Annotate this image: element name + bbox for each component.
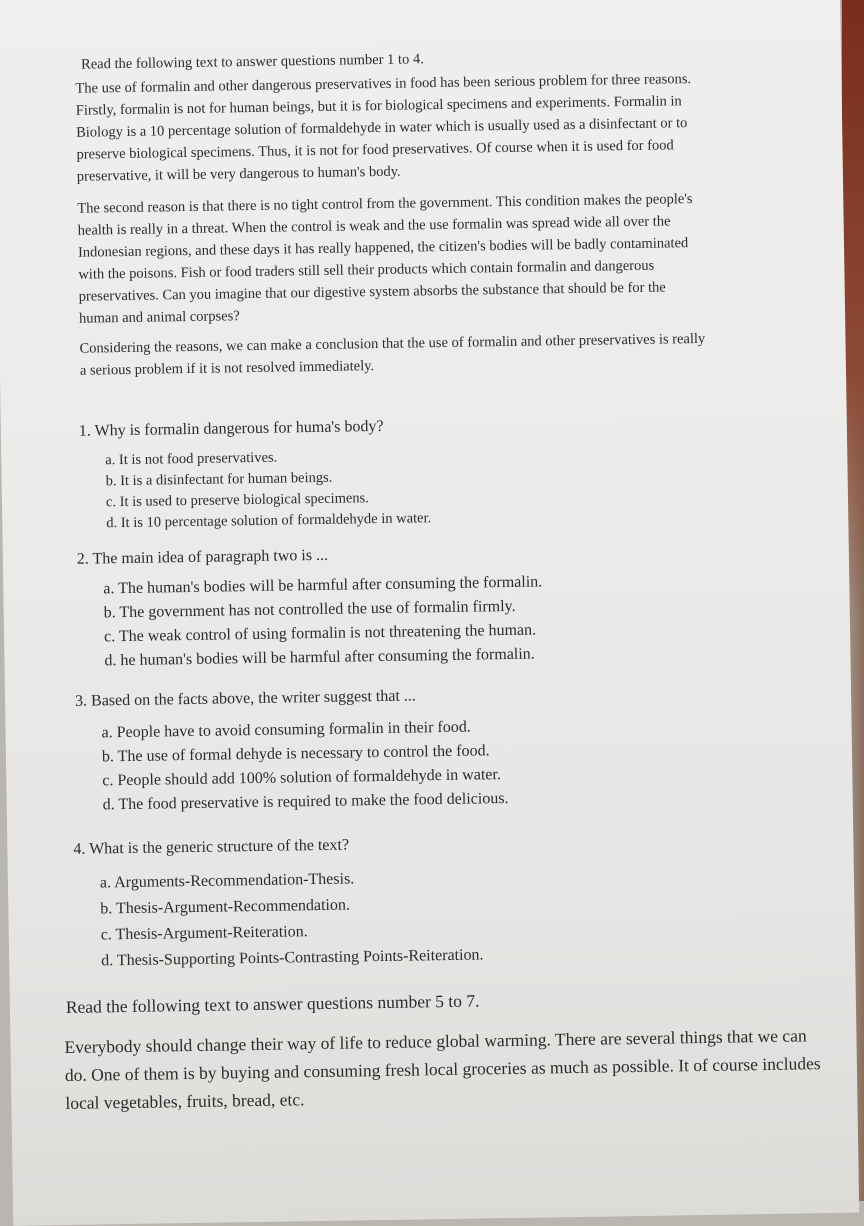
paragraph-line: preservatives. Can you imagine that our digestive system absorbs the substance that should be for the <box>78 279 666 305</box>
intro-instruction-1: Read the following text to answer questions number 1 to 4. <box>80 51 424 73</box>
paragraph-line: preserve biological specimens. Thus, it is not for food preservatives. Of course when it is used for food <box>76 137 674 163</box>
paragraph-line: Biology is a 10 percentage solution of formaldehyde in water which is usually used as a disinfectant or to <box>76 115 688 141</box>
question-stem: 1. Why is formalin dangerous for huma's body? <box>78 417 384 440</box>
paragraph-line: The second reason is that there is no tight control from the government. This condition makes the people's <box>77 191 693 217</box>
paragraph-line: Firstly, formalin is not for human beings, but it is for biological specimens and experiments. Formalin in <box>75 93 682 119</box>
answer-option[interactable]: c. Thesis-Argument-Reiteration. <box>100 923 308 944</box>
question-stem: 2. The main idea of paragraph two is ... <box>76 546 329 568</box>
answer-option[interactable]: a. People have to avoid consuming formalin in their food. <box>101 718 471 742</box>
answer-option[interactable]: a. Arguments-Recommendation-Thesis. <box>99 870 355 892</box>
paragraph-line: The use of formalin and other dangerous preservatives in food has been serious problem for three reasons. <box>75 71 692 97</box>
paragraph-line: human and animal corpses? <box>78 308 240 327</box>
paragraph-line: do. One of them is by buying and consuming fresh local groceries as much as possible. It of course includes <box>64 1053 821 1086</box>
paragraph-line: health is really in a threat. When the control is weak and the use formalin was spread wide all over the <box>77 213 671 239</box>
answer-option[interactable]: c. It is used to preserve biological specimens. <box>105 490 370 511</box>
answer-option[interactable]: a. It is not food preservatives. <box>105 449 278 469</box>
answer-option[interactable]: b. The government has not controlled the use of formalin firmly. <box>103 597 516 622</box>
answer-option[interactable]: d. The food preservative is required to make the food delicious. <box>102 790 509 814</box>
paragraph-line: with the poisons. Fish or food traders still sell their products which contain formalin and dangerous <box>78 257 655 283</box>
intro-instruction-2: Read the following text to answer questions number 5 to 7. <box>65 990 480 1017</box>
paragraph-line: Indonesian regions, and these days it has really happened, the citizen's bodies will be badly contaminated <box>77 235 689 261</box>
paragraph-line: preservative, it will be very dangerous to human's body. <box>76 163 401 185</box>
answer-option[interactable]: d. It is 10 percentage solution of formaldehyde in water. <box>106 510 432 532</box>
answer-option[interactable]: d. Thesis-Supporting Points-Contrasting Points-Reiteration. <box>101 946 484 970</box>
answer-option[interactable]: b. It is a disinfectant for human beings. <box>105 469 333 490</box>
paragraph-line: Considering the reasons, we can make a conclusion that the use of formalin and other preservatives is really <box>79 330 706 357</box>
paragraph-line: local vegetables, fruits, bread, etc. <box>65 1089 305 1114</box>
paragraph-line: a serious problem if it is not resolved immediately. <box>79 358 375 379</box>
answer-option[interactable]: d. he human's bodies will be harmful after consuming the formalin. <box>104 645 535 670</box>
paragraph-line: Everybody should change their way of life to reduce global warming. There are several things that we can <box>64 1025 807 1058</box>
question-stem: 4. What is the generic structure of the text? <box>73 836 350 858</box>
question-stem: 3. Based on the facts above, the writer suggest that ... <box>74 687 416 710</box>
answer-option[interactable]: c. The weak control of using formalin is not threatening the human. <box>103 621 537 646</box>
answer-option[interactable]: a. The human's bodies will be harmful after consuming the formalin. <box>103 573 543 598</box>
answer-option[interactable]: c. People should add 100% solution of formaldehyde in water. <box>102 766 502 790</box>
answer-option[interactable]: b. Thesis-Argument-Recommendation. <box>100 896 351 918</box>
answer-option[interactable]: b. The use of formal dehyde is necessary to control the food. <box>101 742 490 766</box>
